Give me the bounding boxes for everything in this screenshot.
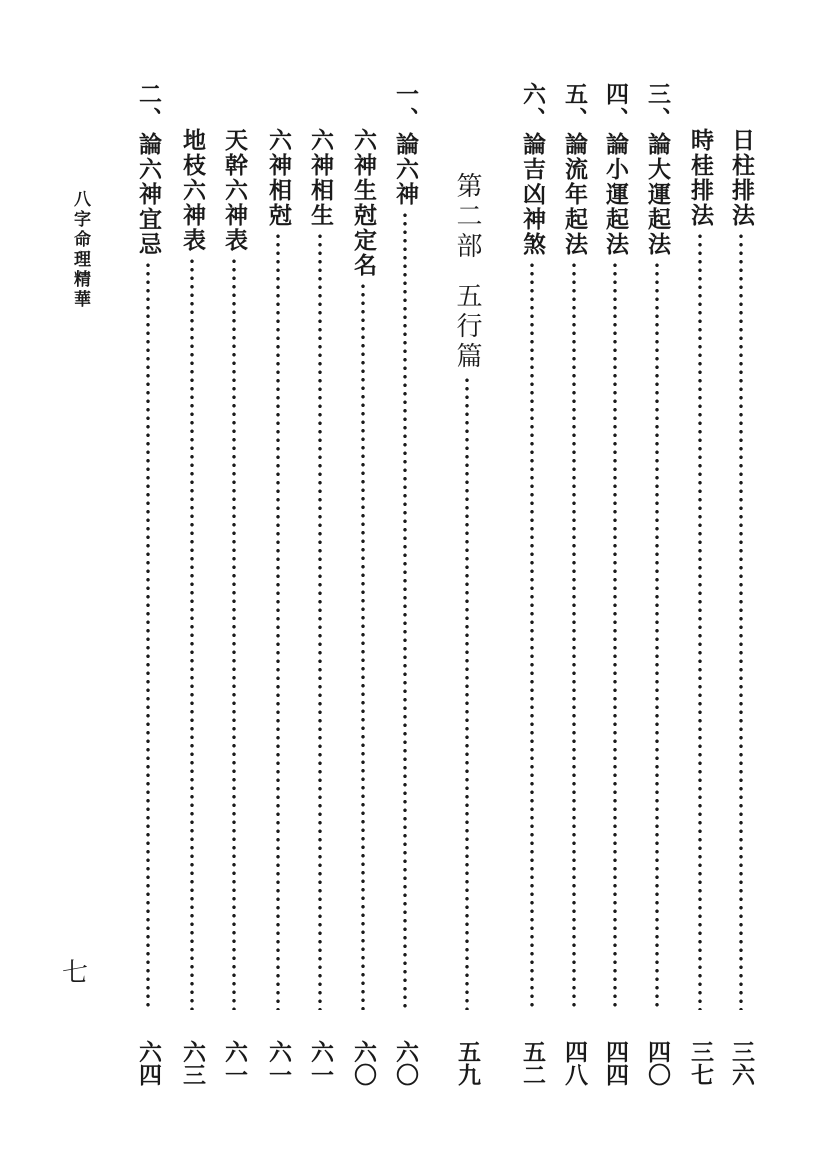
toc-entry-text: 地枝六神表	[179, 128, 206, 253]
toc-entry-text: 五、論流年起法	[561, 82, 588, 257]
toc-entry	[131, 82, 165, 1010]
toc-entry-page: 六〇	[350, 1040, 377, 1086]
leader-dots	[146, 261, 150, 1010]
toc-entry	[261, 128, 295, 1010]
toc-entry-page: 四四	[602, 1040, 629, 1086]
toc-entry-text: 一、論六神	[392, 82, 419, 207]
toc-entry	[557, 82, 591, 1010]
toc-entry	[515, 82, 549, 1010]
leader-dots	[530, 261, 534, 1010]
toc-entry-page: 六三	[179, 1040, 206, 1086]
leader-dots	[403, 211, 407, 1010]
leader-dots	[361, 282, 365, 1010]
toc-entry	[724, 128, 758, 1010]
leader-dots	[698, 232, 702, 1010]
toc-entry-text: 天幹六神表	[221, 128, 248, 253]
toc-entry-text: 時桂排法	[687, 128, 714, 228]
toc-entry-text: 日柱排法	[728, 128, 755, 228]
leader-dots	[739, 232, 743, 1010]
toc-entry	[640, 82, 674, 1010]
toc-entry	[388, 82, 422, 1010]
leader-dots	[655, 261, 659, 1010]
leader-dots	[318, 232, 322, 1010]
toc-entry	[346, 128, 380, 1010]
part-heading-title: 五行篇	[452, 282, 482, 372]
toc-entry	[683, 128, 717, 1010]
toc-entry-text: 四、論小運起法	[602, 82, 629, 257]
toc-entry-text: 六神生尅定名	[350, 128, 377, 278]
page-number: 七	[62, 958, 89, 988]
leader-dots	[572, 261, 576, 1010]
toc-entry	[175, 128, 209, 1010]
part-heading-prefix: 第二部	[452, 172, 482, 262]
toc-entry-page: 六一	[307, 1040, 334, 1086]
toc-entry-page: 三六	[728, 1040, 755, 1086]
toc-entry-text: 六神相尅	[265, 128, 292, 228]
toc-entry-page: 六一	[265, 1040, 292, 1086]
running-header: 八字命理精華	[70, 190, 90, 310]
toc-entry-page: 四八	[561, 1040, 588, 1086]
leader-dots	[232, 257, 236, 1010]
toc-entry-text: 六、論吉凶神煞	[519, 82, 546, 257]
part-heading-page: 五九	[454, 1040, 481, 1086]
leader-dots	[190, 257, 194, 1010]
toc-entry	[303, 128, 337, 1010]
toc-entry-page: 六〇	[392, 1040, 419, 1086]
toc-entry-page: 四〇	[644, 1040, 671, 1086]
leader-dots	[276, 232, 280, 1010]
toc-entry-text: 二、論六神宜忌	[135, 82, 162, 257]
toc-entry-page: 五二	[519, 1040, 546, 1086]
toc-entry-page: 三七	[687, 1040, 714, 1086]
toc-entry-page: 六一	[221, 1040, 248, 1086]
toc-entry	[598, 82, 632, 1010]
part-heading	[450, 172, 484, 1010]
toc-entry-text: 六神相生	[307, 128, 334, 228]
toc-entry-page: 六四	[135, 1040, 162, 1086]
toc-entry	[217, 128, 251, 1010]
leader-dots	[465, 376, 469, 1010]
leader-dots	[613, 261, 617, 1010]
toc-entry-text: 三、論大運起法	[644, 82, 671, 257]
